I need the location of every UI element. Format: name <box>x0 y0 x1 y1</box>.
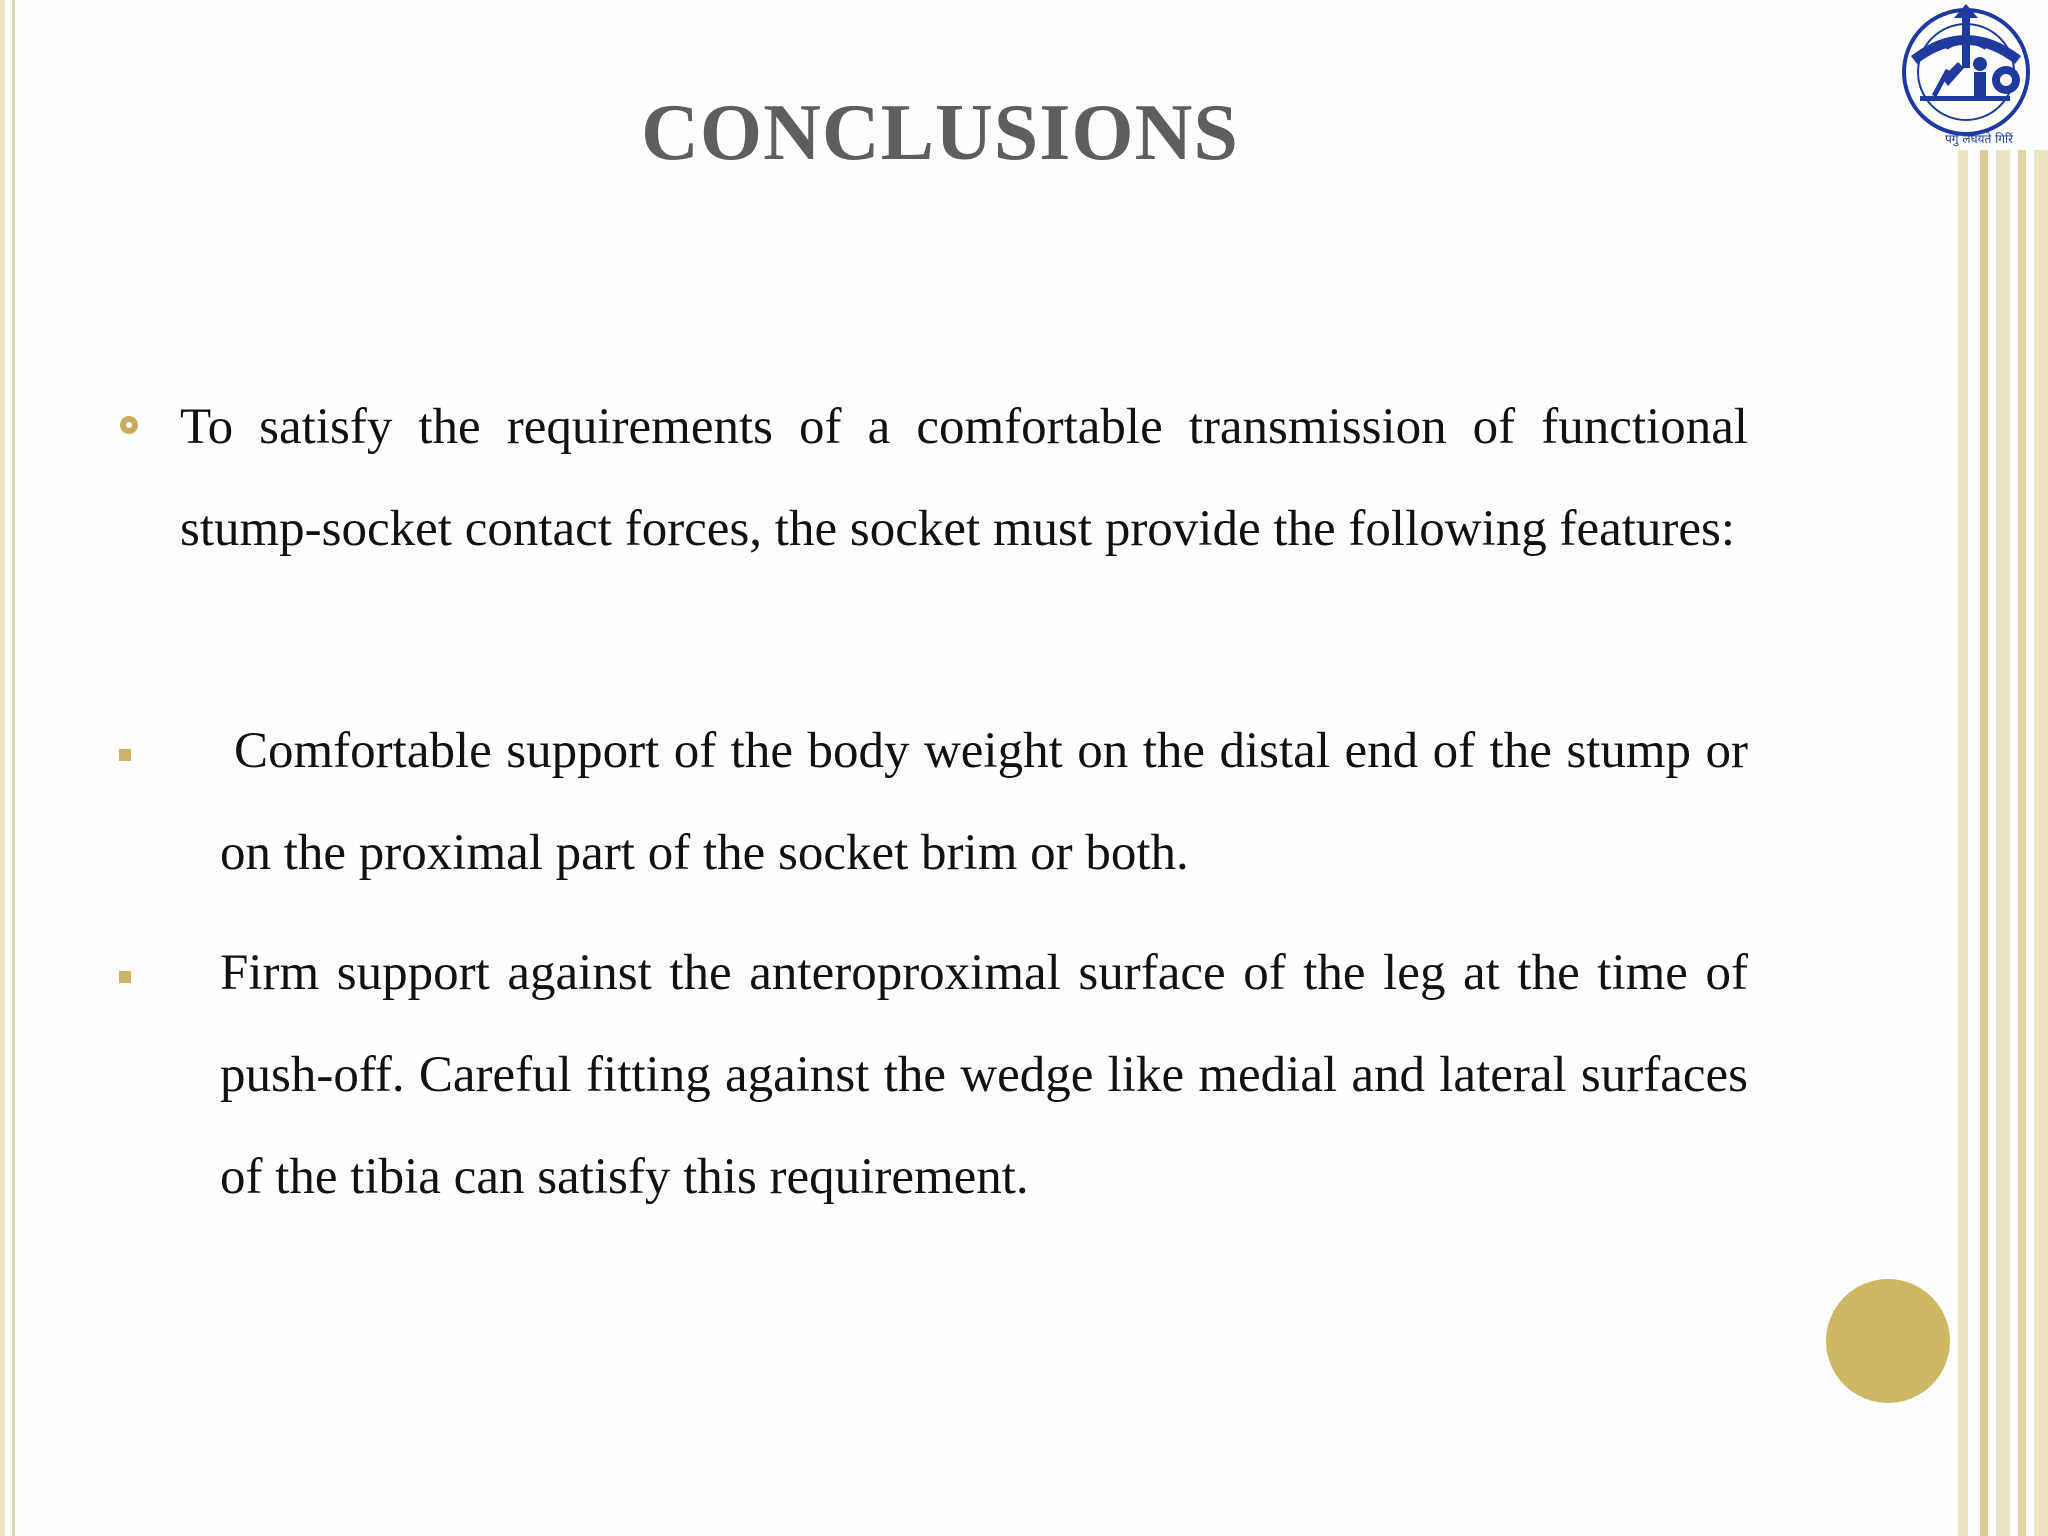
sub-point-text <box>220 922 1748 1228</box>
square-bullet-icon <box>119 749 131 761</box>
main-point-text: To satisfy the requirements of a comfortable transmission of functional stump-socket contact forces, the socket must provide the following features: <box>180 399 1748 557</box>
institute-emblem-icon <box>1884 0 2048 150</box>
ring-bullet-icon <box>120 416 138 434</box>
right-border-stripe <box>1958 150 1968 1536</box>
left-border-stripe <box>0 0 5 1536</box>
sub-point-text <box>220 700 1748 904</box>
right-border-stripe <box>2018 150 2026 1536</box>
right-border-stripe <box>2034 150 2048 1536</box>
sub-point-2-text: Firm support against the anteroproximal surface of the leg at the time of push-off. Careful fitting against the wedge like medial and lateral surfaces of the tibia can satisfy this requirement. <box>220 945 1748 1205</box>
decorative-gold-circle <box>1826 1279 1950 1403</box>
right-border-stripe <box>1996 150 2010 1536</box>
right-border-stripe <box>1980 150 1988 1536</box>
slide-title: CONCLUSIONS <box>641 89 1239 177</box>
square-bullet-icon <box>119 971 131 983</box>
sub-point-1-text: Comfortable support of the body weight on the distal end of the stump or on the proximal part of the socket brim or both. <box>220 723 1748 881</box>
left-border-stripe <box>12 0 15 1536</box>
logo-caption: पंगु लंघयते गिरिं <box>1944 132 2014 146</box>
